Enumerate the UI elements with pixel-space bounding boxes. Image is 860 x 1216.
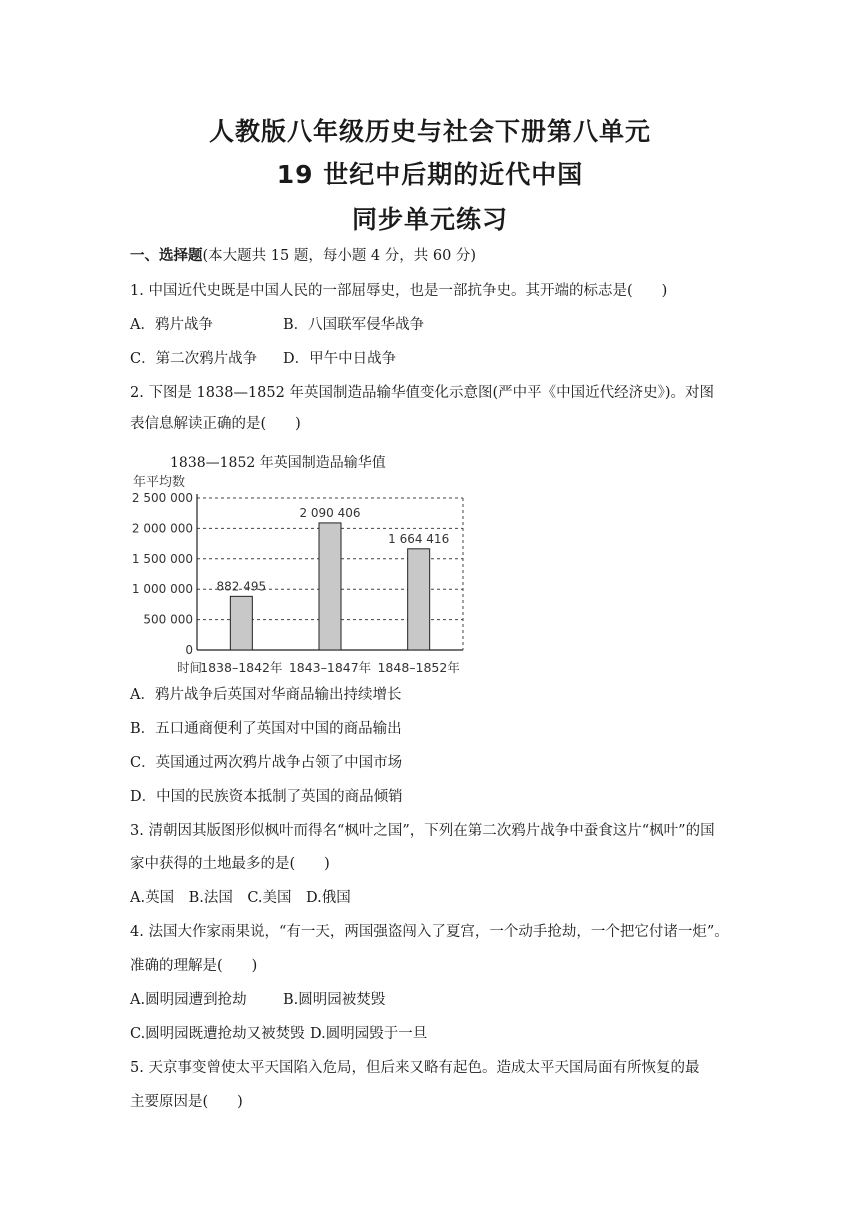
x-axis-label: 时间	[177, 660, 203, 675]
question-2-stem-line2: 表信息解读正确的是( )	[130, 416, 301, 432]
q1-option-a[interactable]: A．鸦片战争	[130, 317, 213, 333]
q2-option-a[interactable]: A．鸦片战争后英国对华商品输出持续增长	[130, 687, 402, 703]
q4-option-c[interactable]: C.圆明园既遭抢劫又被焚毁	[130, 1026, 305, 1042]
question-1-options-row2	[130, 349, 740, 369]
q2-option-c[interactable]: C．英国通过两次鸦片战争占领了中国市场	[130, 755, 403, 771]
q4-option-a[interactable]: A.圆明园遭到抢劫	[130, 992, 247, 1008]
section-label: 一、选择题	[130, 247, 203, 264]
page-title-line2: 19 世纪中后期的近代中国	[276, 160, 584, 189]
bar	[319, 523, 341, 650]
data-label: 1 664 416	[388, 531, 450, 546]
data-label: 882 495	[216, 579, 267, 594]
y-tick-label: 2 000 000	[131, 521, 193, 536]
y-tick-label: 2 500 000	[131, 491, 193, 505]
x-tick-label: 1838–1842年	[200, 660, 283, 675]
section-heading	[130, 246, 740, 266]
question-1-options-row1	[130, 315, 740, 335]
q1-option-c[interactable]: C．第二次鸦片战争	[130, 351, 258, 367]
question-5-stem-line2: 主要原因是( )	[130, 1094, 243, 1110]
x-tick-label: 1843–1847年	[288, 660, 372, 675]
q2-option-d[interactable]: D．中国的民族资本抵制了英国的商品倾销	[130, 789, 403, 805]
y-tick-label: 500 000	[143, 612, 193, 627]
q4-option-d[interactable]: D.圆明园毁于一旦	[310, 1026, 428, 1042]
bar	[408, 549, 430, 650]
data-label: 2 090 406	[299, 505, 361, 520]
page-title-line1: 人教版八年级历史与社会下册第八单元	[208, 117, 651, 146]
chart-title: 1838—1852 年英国制造品输华值	[170, 455, 386, 471]
q4-option-b[interactable]: B.圆明园被焚毁	[283, 992, 386, 1008]
question-4-options-row1	[130, 990, 740, 1010]
y-tick-label: 0	[185, 643, 193, 657]
y-tick-label: 1 000 000	[131, 582, 193, 597]
section-detail: (本大题共 15 题，每小题 4 分，共 60 分)	[202, 248, 477, 264]
question-4-stem-line1: 4. 法国大作家雨果说，“有一天，两国强盗闯入了夏宫，一个动手抢劫，一个把它付诸一炬”。	[130, 924, 729, 940]
question-4-stem-line2: 准确的理解是( )	[130, 958, 258, 974]
bar-chart	[125, 470, 485, 680]
question-1-stem: 1. 中国近代史既是中国人民的一部屈辱史，也是一部抗争史。其开端的标志是( )	[130, 283, 668, 299]
q1-option-b[interactable]: B．八国联军侵华战争	[283, 317, 425, 333]
y-axis-label: 年平均数	[133, 475, 186, 490]
question-4-options-row2	[130, 1024, 740, 1044]
question-3-options[interactable]: A.英国 B.法国 C.美国 D.俄国	[130, 890, 351, 906]
question-3-stem-line2: 家中获得的土地最多的是( )	[130, 856, 330, 872]
bar	[230, 596, 252, 650]
question-2-stem-line1: 2. 下图是 1838—1852 年英国制造品输华值变化示意图(严中平《中国近代经济史》)。对图	[130, 385, 715, 401]
y-tick-label: 1 500 000	[131, 551, 193, 566]
question-5-stem-line1: 5. 天京事变曾使太平天国陷入危局，但后来又略有起色。造成太平天国局面有所恢复的最	[130, 1060, 700, 1076]
question-3-stem-line1: 3. 清朝因其版图形似枫叶而得名“枫叶之国”，下列在第二次鸦片战争中蚕食这片“枫叶”的国	[130, 823, 715, 839]
page-title-line3: 同步单元练习	[351, 205, 508, 234]
q1-option-d[interactable]: D．甲午中日战争	[283, 351, 397, 367]
x-tick-label: 1848–1852年	[377, 660, 460, 675]
q2-option-b[interactable]: B．五口通商便利了英国对中国的商品输出	[130, 721, 402, 737]
